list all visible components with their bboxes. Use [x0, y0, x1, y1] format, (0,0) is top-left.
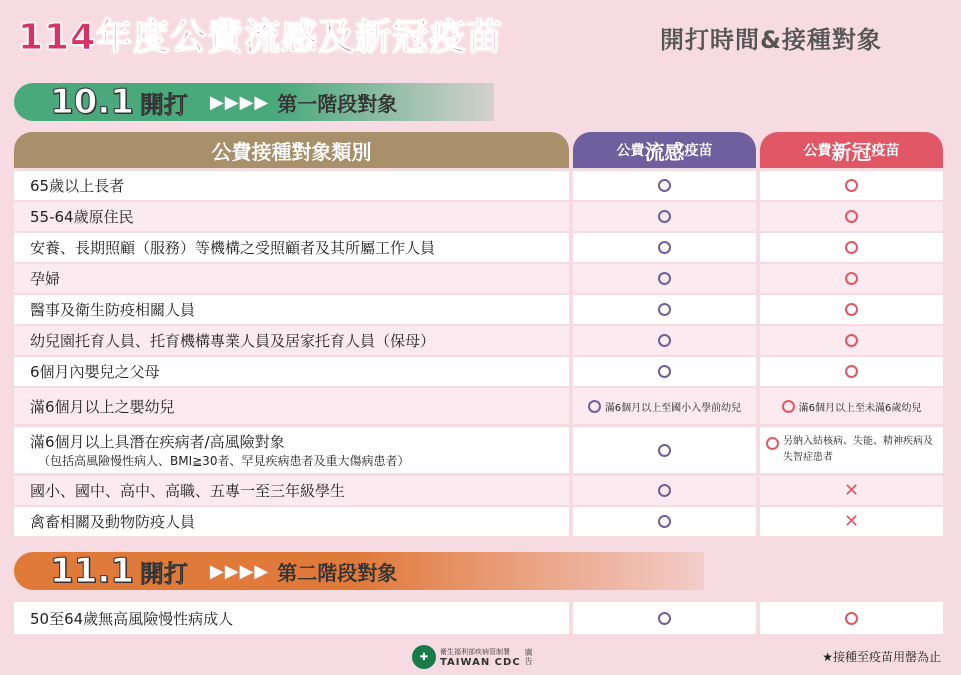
stage2-phase: 第二階段對象	[277, 560, 398, 585]
covid-cell	[760, 602, 943, 634]
covid-circle-icon	[845, 334, 858, 347]
covid-cell	[760, 233, 943, 262]
header-flu-big: 流感	[644, 139, 685, 164]
flu-circle-icon	[658, 241, 671, 254]
flu-circle-icon	[658, 334, 671, 347]
covid-circle-icon	[845, 241, 858, 254]
header-flu-pre: 公費	[616, 143, 645, 159]
covid-note-text: 另納入結核病、失能、精神疾病及失智症患者	[783, 436, 933, 463]
stage1-arrows: ▶▶▶▶	[209, 91, 270, 113]
flu-circle-icon	[658, 484, 671, 497]
covid-cell	[760, 507, 943, 536]
cdc-seal-icon: ✚	[412, 645, 436, 669]
flu-circle-icon	[588, 400, 601, 413]
flu-note	[588, 399, 741, 414]
row-label: 孕婦	[14, 264, 569, 293]
stage1-banner	[14, 83, 494, 121]
table-row	[14, 171, 943, 200]
covid-cell	[760, 476, 943, 505]
header-covid	[760, 132, 943, 168]
cdc-names	[440, 647, 521, 668]
covid-circle-icon	[845, 612, 858, 625]
flu-cell	[573, 264, 756, 293]
flu-cell	[573, 295, 756, 324]
header-category: 公費接種對象類別	[14, 132, 569, 168]
flu-cell	[573, 326, 756, 355]
row-label: 55-64歲原住民	[14, 202, 569, 231]
table-row	[14, 233, 943, 262]
stage2-banner	[14, 552, 704, 590]
flu-circle-icon	[658, 612, 671, 625]
header-covid-big: 新冠	[831, 139, 872, 164]
flu-cell	[573, 388, 756, 424]
header-covid-post: 疫苗	[871, 143, 900, 159]
cross-icon: ✕	[843, 510, 860, 532]
flu-note-text: 滿6個月以上至國小入學前幼兒	[604, 402, 742, 414]
table-row	[14, 476, 943, 505]
covid-circle-icon	[845, 210, 858, 223]
covid-circle-icon	[845, 272, 858, 285]
cdc-logo	[412, 645, 535, 669]
covid-circle-icon	[766, 437, 779, 450]
stage1-open: 開打	[139, 90, 188, 119]
row-label: 滿6個月以上具潛在疾病者/高風險對象	[30, 433, 285, 451]
stage2-arrows: ▶▶▶▶	[209, 560, 270, 582]
cross-icon: ✕	[843, 479, 860, 501]
row-label: 65歲以上長者	[14, 171, 569, 200]
covid-circle-icon	[845, 365, 858, 378]
agency-name: 衛生福利部疾病管制署	[440, 647, 510, 656]
flu-cell	[573, 233, 756, 262]
table-row	[14, 326, 943, 355]
row-label: 醫事及衛生防疫相關人員	[14, 295, 569, 324]
covid-cell	[760, 427, 943, 473]
header-flu-post: 疫苗	[684, 143, 713, 159]
covid-cell	[760, 295, 943, 324]
covid-cell	[760, 171, 943, 200]
covid-cell	[760, 326, 943, 355]
row-label: 國小、國中、高中、高職、五專一至三年級學生	[14, 476, 569, 505]
row-label: 滿6個月以上之嬰幼兒	[14, 388, 569, 424]
row-label: 50至64歲無高風險慢性病成人	[14, 602, 569, 634]
flu-circle-icon	[658, 365, 671, 378]
table-row	[14, 602, 943, 634]
flu-cell	[573, 171, 756, 200]
flu-circle-icon	[658, 272, 671, 285]
ad-label: 廣告	[524, 648, 533, 666]
stage1-date: 10.1	[50, 82, 134, 122]
table-row	[14, 264, 943, 293]
header-covid-pre: 公費	[803, 143, 832, 159]
table-row	[14, 295, 943, 324]
stage2-date: 11.1	[50, 551, 134, 591]
flu-cell	[573, 427, 756, 473]
table-row	[14, 202, 943, 231]
cdc-name: TAIWAN CDC	[440, 656, 521, 668]
flu-circle-icon	[658, 179, 671, 192]
covid-cell	[760, 388, 943, 424]
row-label: 安養、長期照顧（服務）等機構之受照顧者及其所屬工作人員	[14, 233, 569, 262]
row-label: 幼兒園托育人員、托育機構專業人員及居家托育人員（保母）	[14, 326, 569, 355]
flu-circle-icon	[658, 210, 671, 223]
flu-cell	[573, 202, 756, 231]
stage1-phase: 第一階段對象	[277, 91, 398, 116]
covid-note-text: 滿6個月以上至未滿6歲幼兒	[798, 402, 922, 414]
table-row	[14, 388, 943, 424]
covid-cell	[760, 357, 943, 386]
table-row	[14, 507, 943, 536]
row-label-cell	[14, 427, 569, 473]
header-flu	[573, 132, 756, 168]
covid-circle-icon	[845, 179, 858, 192]
covid-circle-icon	[845, 303, 858, 316]
row-sublabel: （包括高風險慢性病人、BMI≧30者、罕見疾病患者及重大傷病患者）	[38, 454, 410, 468]
flu-circle-icon	[658, 444, 671, 457]
flu-circle-icon	[658, 303, 671, 316]
covid-cell	[760, 264, 943, 293]
covid-note	[760, 434, 943, 466]
flu-cell	[573, 602, 756, 634]
flu-cell	[573, 357, 756, 386]
covid-cell	[760, 202, 943, 231]
covid-note	[782, 399, 922, 414]
footnote: ★接種至疫苗用罄為止	[822, 650, 941, 664]
row-label: 禽畜相關及動物防疫人員	[14, 507, 569, 536]
page-title: 114年度公費流感及新冠疫苗	[18, 16, 504, 58]
table-row	[14, 427, 943, 473]
row-label: 6個月內嬰兒之父母	[14, 357, 569, 386]
page-subtitle: 開打時間&接種對象	[660, 26, 882, 54]
flu-cell	[573, 476, 756, 505]
flu-circle-icon	[658, 515, 671, 528]
table-row	[14, 357, 943, 386]
stage2-open: 開打	[139, 559, 188, 588]
flu-cell	[573, 507, 756, 536]
covid-circle-icon	[782, 400, 795, 413]
